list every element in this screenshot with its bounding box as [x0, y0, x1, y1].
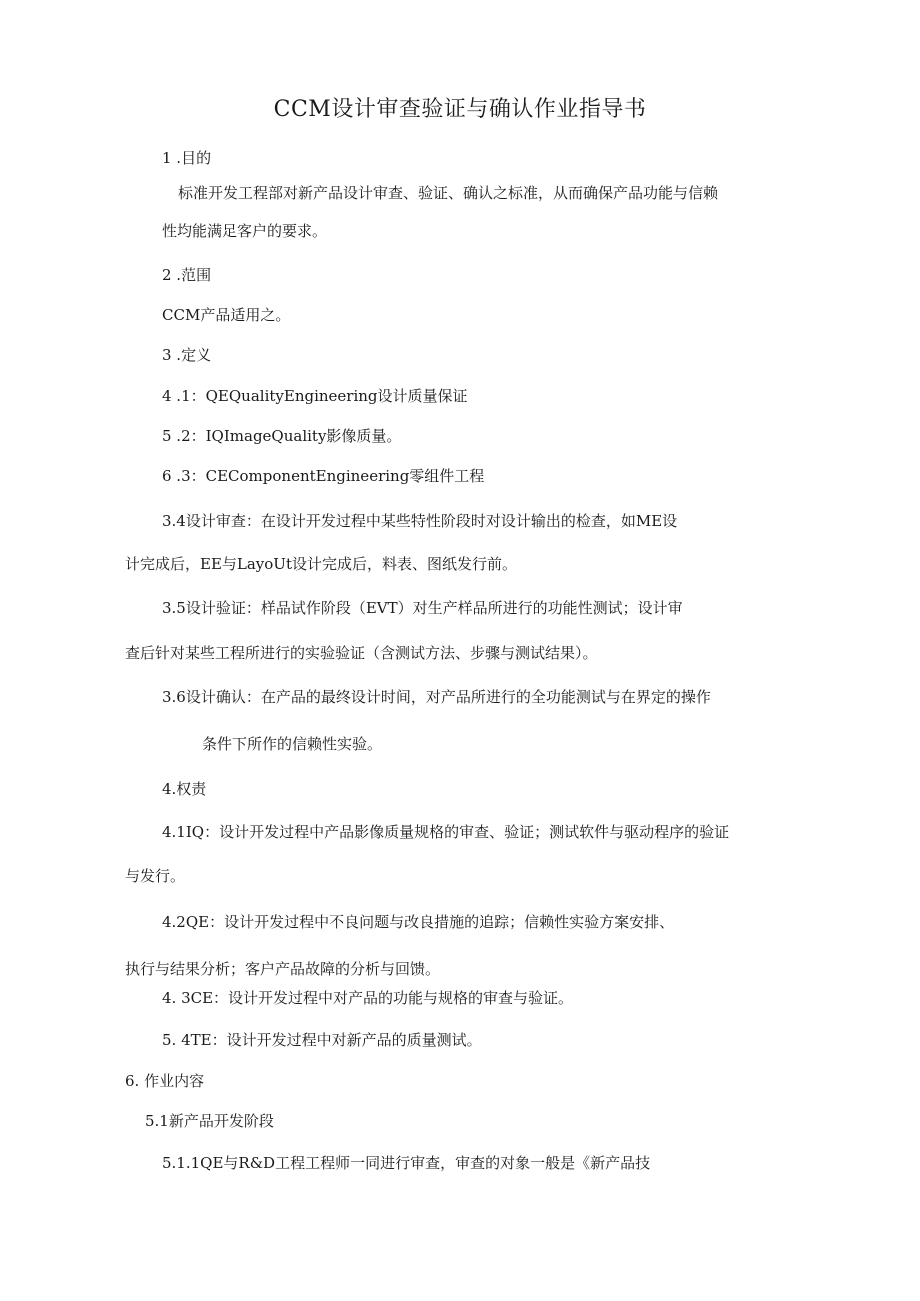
responsibility-te: 5. 4TE：设计开发过程中对新产品的质量测试。 [162, 1031, 482, 1049]
document-title: CCM设计审查验证与确认作业指导书 [273, 97, 647, 122]
responsibility-iq-line-2: 与发行。 [125, 867, 186, 885]
section-2-body: CCM产品适用之。 [162, 306, 291, 324]
subsection-5-1-heading: 5.1新产品开发阶段 [145, 1112, 274, 1130]
responsibility-ce: 4. 3CE：设计开发过程中对产品的功能与规格的审查与验证。 [162, 989, 574, 1007]
responsibility-qe-line-1: 4.2QE：设计开发过程中不良问题与改良措施的追踪；信赖性实验方案安排、 [162, 913, 675, 931]
definition-ce: 6 .3：CEComponentEngineering零组件工程 [162, 467, 485, 485]
section-1-heading: 1 .目的 [162, 149, 212, 167]
section-1-body-line-1: 标准开发工程部对新产品设计审查、验证、确认之标准，从而确保产品功能与信赖 [178, 184, 719, 202]
subsection-5-1-1-line-1: 5.1.1QE与R&D工程工程师一同进行审查，审查的对象一般是《新产品技 [162, 1154, 651, 1172]
responsibility-iq-line-1: 4.1IQ：设计开发过程中产品影像质量规格的审查、验证；测试软件与驱动程序的验证 [162, 823, 730, 841]
definition-iq: 5 .2：IQImageQuality影像质量。 [162, 427, 402, 445]
section-2-heading: 2 .范围 [162, 266, 212, 284]
definition-design-verification-line-1: 3.5设计验证：样品试作阶段（EVT）对生产样品所进行的功能性测试；设计审 [162, 599, 683, 617]
definition-design-validation-line-2: 条件下所作的信赖性实验。 [202, 735, 383, 753]
section-1-body-line-2: 性均能满足客户的要求。 [162, 222, 328, 240]
responsibility-qe-line-2: 执行与结果分析；客户产品故障的分析与回馈。 [125, 960, 441, 978]
definition-qe: 4 .1：QEQualityEngineering设计质量保证 [162, 387, 468, 405]
definition-design-review-line-1: 3.4设计审查：在设计开发过程中某些特性阶段时对设计输出的检查，如ME设 [162, 512, 678, 530]
definition-design-verification-line-2: 查后针对某些工程所进行的实验验证（含测试方法、步骤与测试结果）。 [125, 644, 598, 662]
definition-design-validation-line-1: 3.6设计确认：在产品的最终设计时间，对产品所进行的全功能测试与在界定的操作 [162, 688, 711, 706]
section-3-heading: 3 .定义 [162, 346, 212, 364]
definition-design-review-line-2: 计完成后，EE与LayoUt设计完成后，料表、图纸发行前。 [125, 555, 517, 573]
section-4-heading: 4.权责 [162, 780, 207, 798]
section-5-heading: 6. 作业内容 [125, 1072, 205, 1090]
